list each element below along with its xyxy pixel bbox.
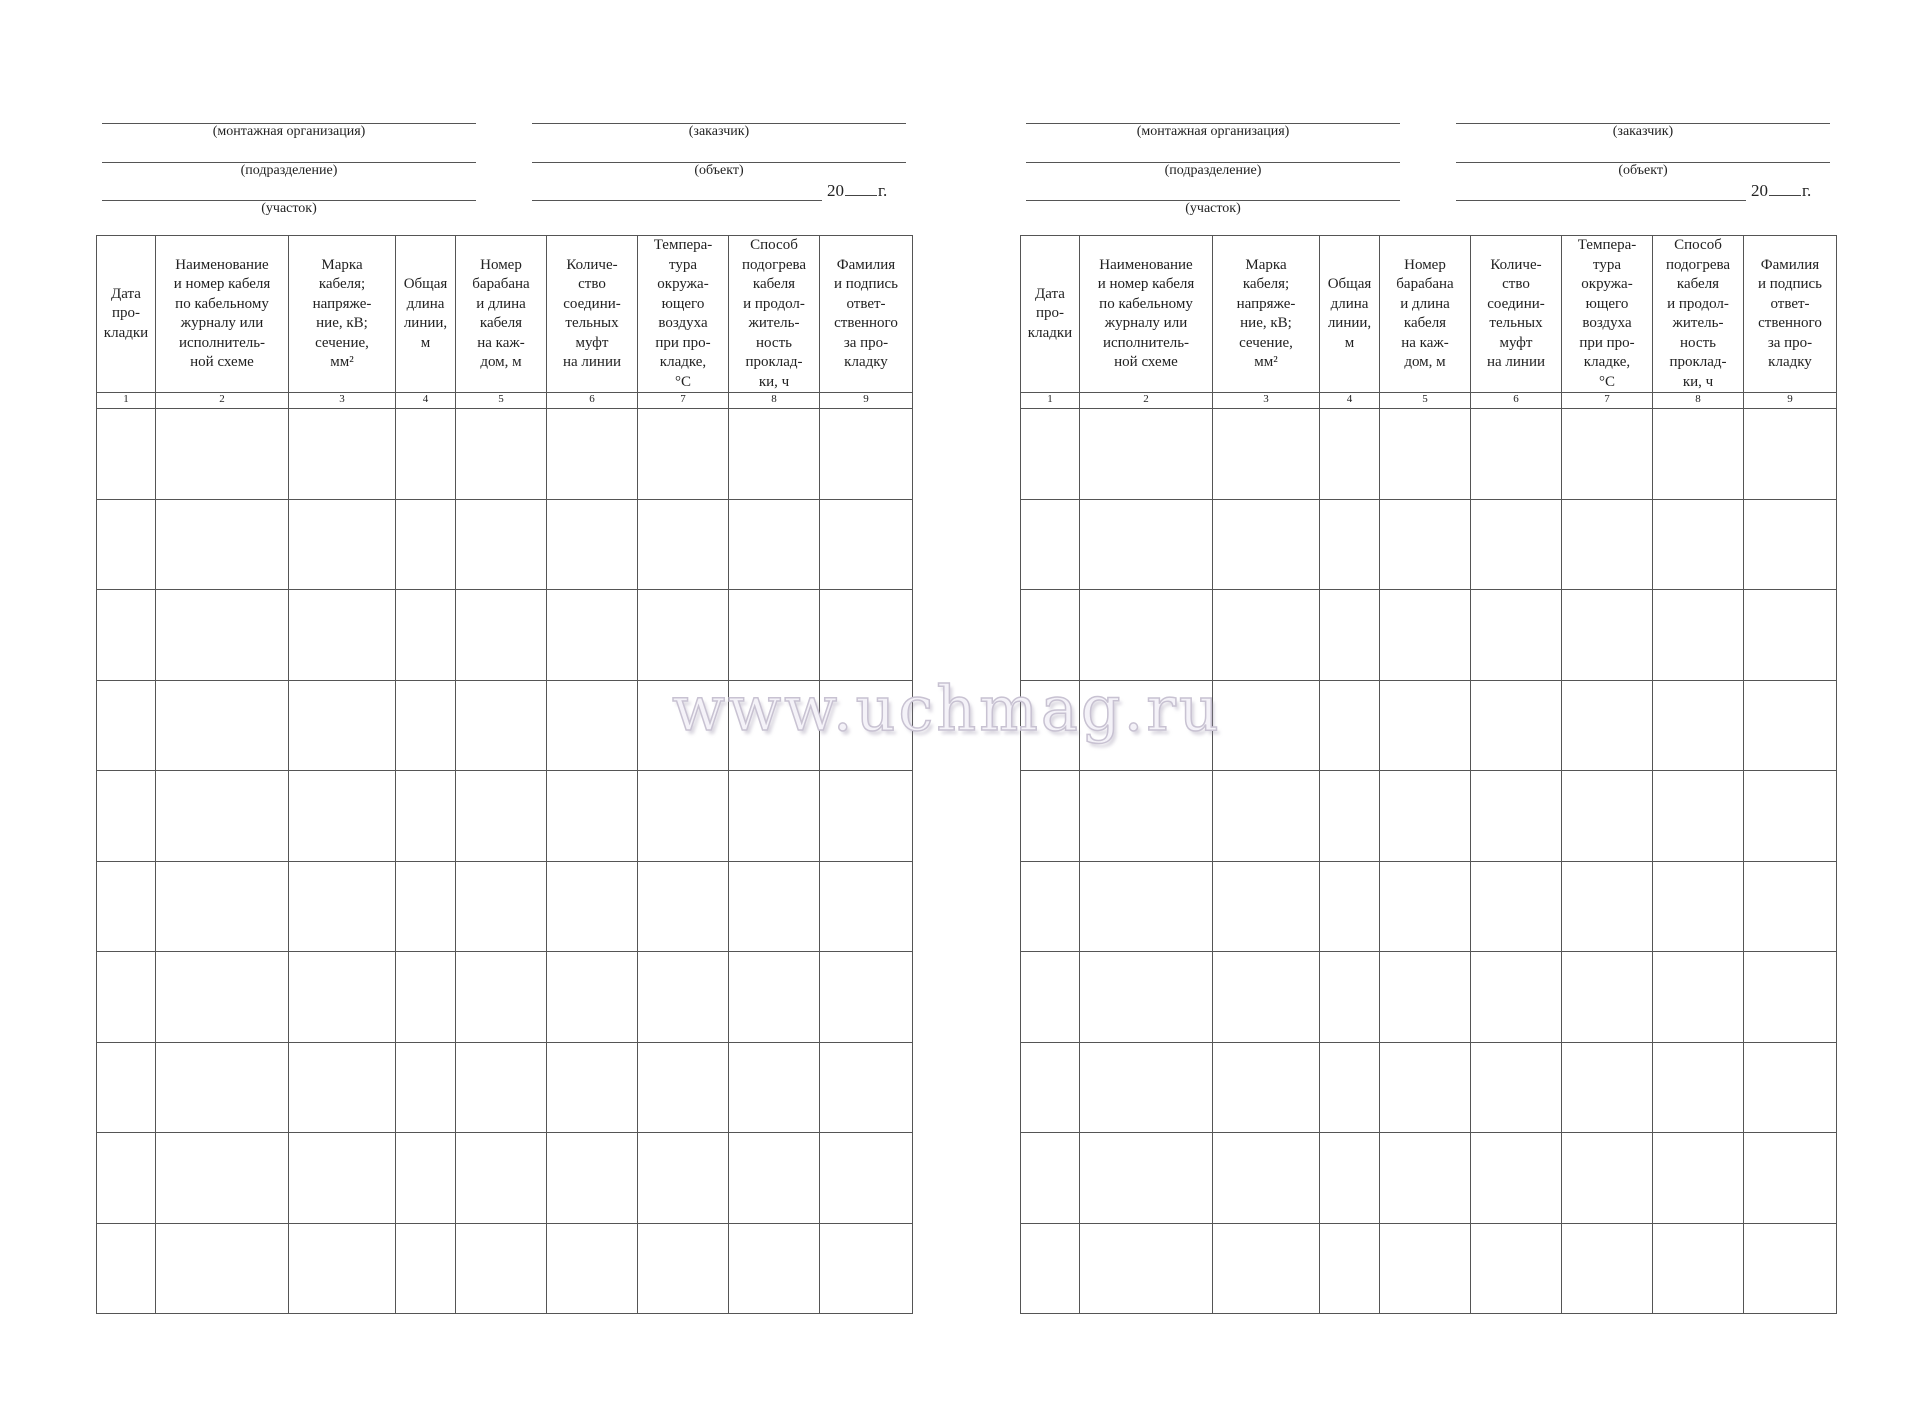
entry-cell[interactable] bbox=[456, 1223, 547, 1314]
entry-cell[interactable] bbox=[1213, 680, 1320, 771]
table-header-row bbox=[97, 236, 913, 393]
entry-cell[interactable] bbox=[456, 409, 547, 500]
entry-cell[interactable] bbox=[547, 861, 638, 952]
year-suffix: г. bbox=[1802, 181, 1812, 200]
entry-cell[interactable] bbox=[456, 590, 547, 681]
entry-cell[interactable] bbox=[97, 680, 156, 771]
table-body-right bbox=[1021, 393, 1837, 1314]
entry-cell[interactable] bbox=[289, 499, 396, 590]
entry-cell[interactable] bbox=[1380, 1133, 1471, 1224]
entry-cell[interactable] bbox=[289, 680, 396, 771]
entry-cell[interactable] bbox=[638, 409, 729, 500]
entry-cell[interactable] bbox=[820, 1042, 913, 1133]
entry-cell[interactable] bbox=[156, 680, 289, 771]
entry-cell[interactable] bbox=[1471, 861, 1562, 952]
date-field bbox=[1751, 181, 1811, 201]
col-number: 4 bbox=[1320, 393, 1380, 409]
entry-cell[interactable] bbox=[1653, 499, 1744, 590]
entry-cell[interactable] bbox=[1021, 409, 1080, 500]
column-number-row bbox=[1021, 393, 1837, 409]
installation-org-caption: (монтажная организация) bbox=[212, 124, 366, 139]
entry-cell[interactable] bbox=[1021, 499, 1080, 590]
installation-org-caption: (монтажная организация) bbox=[1136, 124, 1290, 139]
object-caption: (объект) bbox=[694, 163, 744, 178]
entry-cell[interactable] bbox=[1320, 499, 1380, 590]
section-caption: (участок) bbox=[261, 201, 317, 216]
col-header-cable-grade: Марка кабеля; напряже- ние, кВ; сечение, мм² bbox=[1213, 236, 1320, 393]
cable-laying-table-left bbox=[96, 235, 913, 1314]
col-number: 6 bbox=[547, 393, 638, 409]
entry-cell[interactable] bbox=[638, 1133, 729, 1224]
entry-cell[interactable] bbox=[1320, 952, 1380, 1043]
table-row bbox=[1021, 1042, 1837, 1133]
entry-cell[interactable] bbox=[1213, 590, 1320, 681]
entry-cell[interactable] bbox=[97, 1223, 156, 1314]
entry-cell[interactable] bbox=[1653, 409, 1744, 500]
col-header-laying-date: Дата про- кладки bbox=[97, 236, 156, 393]
entry-cell[interactable] bbox=[1320, 590, 1380, 681]
entry-cell[interactable] bbox=[1380, 1042, 1471, 1133]
entry-cell[interactable] bbox=[456, 499, 547, 590]
subdivision-caption: (подразделение) bbox=[240, 163, 338, 178]
entry-cell[interactable] bbox=[638, 771, 729, 862]
col-header-cable-name: Наименование и номер кабеля по кабельному журналу или исполнитель- ной схеме bbox=[1080, 236, 1213, 393]
entry-cell[interactable] bbox=[456, 952, 547, 1043]
entry-cell[interactable] bbox=[1744, 861, 1837, 952]
entry-cell[interactable] bbox=[1562, 409, 1653, 500]
entry-cell[interactable] bbox=[547, 952, 638, 1043]
entry-cell[interactable] bbox=[396, 1223, 456, 1314]
entry-cell[interactable] bbox=[97, 861, 156, 952]
entry-cell[interactable] bbox=[97, 590, 156, 681]
entry-cell[interactable] bbox=[820, 861, 913, 952]
entry-cell[interactable] bbox=[729, 952, 820, 1043]
entry-cell[interactable] bbox=[547, 1223, 638, 1314]
col-number: 4 bbox=[396, 393, 456, 409]
entry-cell[interactable] bbox=[1213, 1223, 1320, 1314]
entry-cell[interactable] bbox=[1744, 952, 1837, 1043]
entry-cell[interactable] bbox=[1380, 499, 1471, 590]
col-header-air-temperature: Темпера- тура окружа- ющего воздуха при про- кладке, °С bbox=[638, 236, 729, 393]
col-number: 3 bbox=[289, 393, 396, 409]
col-number: 9 bbox=[1744, 393, 1837, 409]
entry-cell[interactable] bbox=[1080, 1133, 1213, 1224]
entry-cell[interactable] bbox=[1653, 952, 1744, 1043]
entry-cell[interactable] bbox=[97, 1133, 156, 1224]
entry-cell[interactable] bbox=[97, 771, 156, 862]
entry-cell[interactable] bbox=[1653, 590, 1744, 681]
entry-cell[interactable] bbox=[156, 1223, 289, 1314]
entry-cell[interactable] bbox=[289, 771, 396, 862]
entry-cell[interactable] bbox=[1021, 1133, 1080, 1224]
entry-cell[interactable] bbox=[1320, 1042, 1380, 1133]
entry-cell[interactable] bbox=[1213, 499, 1320, 590]
col-header-heating-method: Способ подогрева кабеля и продол- житель- ность проклад- ки, ч bbox=[729, 236, 820, 393]
entry-cell[interactable] bbox=[396, 1133, 456, 1224]
col-header-couplings-count: Количе- ство соедини- тельных муфт на линии bbox=[547, 236, 638, 393]
entry-cell[interactable] bbox=[1744, 1223, 1837, 1314]
col-number: 2 bbox=[156, 393, 289, 409]
entry-cell[interactable] bbox=[1320, 771, 1380, 862]
entry-cell[interactable] bbox=[547, 771, 638, 862]
entry-cell[interactable] bbox=[547, 590, 638, 681]
entry-cell[interactable] bbox=[1562, 952, 1653, 1043]
entry-cell[interactable] bbox=[820, 499, 913, 590]
table-row bbox=[97, 952, 913, 1043]
entry-cell[interactable] bbox=[820, 1223, 913, 1314]
entry-cell[interactable] bbox=[1021, 771, 1080, 862]
entry-cell[interactable] bbox=[1213, 409, 1320, 500]
entry-cell[interactable] bbox=[1471, 409, 1562, 500]
entry-cell[interactable] bbox=[1380, 952, 1471, 1043]
entry-cell[interactable] bbox=[1562, 861, 1653, 952]
entry-cell[interactable] bbox=[1471, 1223, 1562, 1314]
entry-cell[interactable] bbox=[1744, 409, 1837, 500]
entry-cell[interactable] bbox=[1080, 1042, 1213, 1133]
section-caption: (участок) bbox=[1185, 201, 1241, 216]
entry-cell[interactable] bbox=[820, 771, 913, 862]
table-row bbox=[1021, 1133, 1837, 1224]
table-row bbox=[1021, 861, 1837, 952]
col-header-cable-name: Наименование и номер кабеля по кабельному журналу или исполнитель- ной схеме bbox=[156, 236, 289, 393]
entry-cell[interactable] bbox=[1021, 1223, 1080, 1314]
col-header-heating-method: Способ подогрева кабеля и продол- житель- ность проклад- ки, ч bbox=[1653, 236, 1744, 393]
col-header-couplings-count: Количе- ство соедини- тельных муфт на линии bbox=[1471, 236, 1562, 393]
table-row bbox=[97, 590, 913, 681]
entry-cell[interactable] bbox=[396, 680, 456, 771]
entry-cell[interactable] bbox=[1320, 861, 1380, 952]
entry-cell[interactable] bbox=[820, 1133, 913, 1224]
entry-cell[interactable] bbox=[1320, 1133, 1380, 1224]
entry-cell[interactable] bbox=[1653, 1223, 1744, 1314]
entry-cell[interactable] bbox=[1080, 861, 1213, 952]
entry-cell[interactable] bbox=[456, 1042, 547, 1133]
entry-cell[interactable] bbox=[1471, 590, 1562, 681]
entry-cell[interactable] bbox=[156, 409, 289, 500]
entry-cell[interactable] bbox=[396, 499, 456, 590]
table-row bbox=[97, 861, 913, 952]
entry-cell[interactable] bbox=[1653, 771, 1744, 862]
entry-cell[interactable] bbox=[1080, 771, 1213, 862]
entry-cell[interactable] bbox=[97, 499, 156, 590]
year-suffix: г. bbox=[878, 181, 888, 200]
entry-cell[interactable] bbox=[156, 1042, 289, 1133]
entry-cell[interactable] bbox=[1021, 590, 1080, 681]
col-number: 7 bbox=[638, 393, 729, 409]
year-blank bbox=[845, 183, 877, 196]
entry-cell[interactable] bbox=[820, 409, 913, 500]
entry-cell[interactable] bbox=[1320, 409, 1380, 500]
entry-cell[interactable] bbox=[1653, 1042, 1744, 1133]
entry-cell[interactable] bbox=[396, 771, 456, 862]
entry-cell[interactable] bbox=[156, 1133, 289, 1224]
entry-cell[interactable] bbox=[547, 409, 638, 500]
entry-cell[interactable] bbox=[1080, 590, 1213, 681]
entry-cell[interactable] bbox=[1471, 771, 1562, 862]
entry-cell[interactable] bbox=[729, 861, 820, 952]
table-row bbox=[1021, 952, 1837, 1043]
entry-cell[interactable] bbox=[638, 1223, 729, 1314]
table-row bbox=[1021, 771, 1837, 862]
column-number-row bbox=[97, 393, 913, 409]
entry-cell[interactable] bbox=[289, 590, 396, 681]
entry-cell[interactable] bbox=[638, 590, 729, 681]
entry-cell[interactable] bbox=[547, 499, 638, 590]
table-body-left bbox=[97, 393, 913, 1314]
entry-cell[interactable] bbox=[729, 1223, 820, 1314]
entry-cell[interactable] bbox=[289, 409, 396, 500]
col-header-drum-number: Номер барабана и длина кабеля на каж- дом, м bbox=[1380, 236, 1471, 393]
table-row bbox=[1021, 499, 1837, 590]
entry-cell[interactable] bbox=[729, 499, 820, 590]
entry-cell[interactable] bbox=[547, 1133, 638, 1224]
col-header-total-length: Общая длина линии, м bbox=[1320, 236, 1380, 393]
year-prefix: 20 bbox=[827, 181, 844, 200]
customer-caption: (заказчик) bbox=[1612, 124, 1674, 139]
entry-cell[interactable] bbox=[289, 1042, 396, 1133]
entry-cell[interactable] bbox=[1080, 1223, 1213, 1314]
col-number: 1 bbox=[1021, 393, 1080, 409]
col-number: 5 bbox=[1380, 393, 1471, 409]
entry-cell[interactable] bbox=[97, 1042, 156, 1133]
entry-cell[interactable] bbox=[1562, 1223, 1653, 1314]
entry-cell[interactable] bbox=[456, 1133, 547, 1224]
cable-laying-table-right bbox=[1020, 235, 1837, 1314]
entry-cell[interactable] bbox=[729, 1133, 820, 1224]
entry-cell[interactable] bbox=[638, 861, 729, 952]
entry-cell[interactable] bbox=[1744, 590, 1837, 681]
entry-cell[interactable] bbox=[156, 499, 289, 590]
entry-cell[interactable] bbox=[289, 1133, 396, 1224]
entry-cell[interactable] bbox=[1021, 861, 1080, 952]
entry-cell[interactable] bbox=[1021, 1042, 1080, 1133]
entry-cell[interactable] bbox=[1562, 1133, 1653, 1224]
col-number: 8 bbox=[729, 393, 820, 409]
entry-cell[interactable] bbox=[1562, 771, 1653, 862]
entry-cell[interactable] bbox=[1653, 861, 1744, 952]
entry-cell[interactable] bbox=[820, 590, 913, 681]
watermark-text: www.uchmag.ru bbox=[672, 672, 1222, 745]
col-header-responsible-signature: Фамилия и подпись ответ- ственного за про- кладку bbox=[1744, 236, 1837, 393]
entry-cell[interactable] bbox=[547, 680, 638, 771]
entry-cell[interactable] bbox=[396, 952, 456, 1043]
entry-cell[interactable] bbox=[396, 590, 456, 681]
entry-cell[interactable] bbox=[1471, 952, 1562, 1043]
year-blank bbox=[1769, 183, 1801, 196]
entry-cell[interactable] bbox=[1213, 861, 1320, 952]
entry-cell[interactable] bbox=[1213, 952, 1320, 1043]
entry-cell[interactable] bbox=[456, 771, 547, 862]
col-number: 6 bbox=[1471, 393, 1562, 409]
entry-cell[interactable] bbox=[456, 861, 547, 952]
table-row bbox=[97, 409, 913, 500]
entry-cell[interactable] bbox=[1744, 680, 1837, 771]
entry-cell[interactable] bbox=[1653, 680, 1744, 771]
col-number: 3 bbox=[1213, 393, 1320, 409]
entry-cell[interactable] bbox=[1380, 771, 1471, 862]
entry-cell[interactable] bbox=[1744, 771, 1837, 862]
entry-cell[interactable] bbox=[820, 952, 913, 1043]
table-row bbox=[1021, 590, 1837, 681]
date-fill-line bbox=[1456, 200, 1746, 201]
entry-cell[interactable] bbox=[1080, 952, 1213, 1043]
entry-cell[interactable] bbox=[1744, 1133, 1837, 1224]
col-header-air-temperature: Темпера- тура окружа- ющего воздуха при про- кладке, °С bbox=[1562, 236, 1653, 393]
col-number: 1 bbox=[97, 393, 156, 409]
col-number: 2 bbox=[1080, 393, 1213, 409]
entry-cell[interactable] bbox=[547, 1042, 638, 1133]
entry-cell[interactable] bbox=[1471, 499, 1562, 590]
entry-cell[interactable] bbox=[1380, 409, 1471, 500]
customer-caption: (заказчик) bbox=[688, 124, 750, 139]
table-row bbox=[97, 499, 913, 590]
entry-cell[interactable] bbox=[289, 952, 396, 1043]
entry-cell[interactable] bbox=[729, 1042, 820, 1133]
entry-cell[interactable] bbox=[1213, 1042, 1320, 1133]
table-row bbox=[1021, 1223, 1837, 1314]
entry-cell[interactable] bbox=[729, 590, 820, 681]
table-row bbox=[1021, 409, 1837, 500]
entry-cell[interactable] bbox=[1080, 499, 1213, 590]
entry-cell[interactable] bbox=[156, 590, 289, 681]
entry-cell[interactable] bbox=[638, 1042, 729, 1133]
entry-cell[interactable] bbox=[156, 861, 289, 952]
entry-cell[interactable] bbox=[1213, 1133, 1320, 1224]
table-row bbox=[97, 771, 913, 862]
entry-cell[interactable] bbox=[1320, 1223, 1380, 1314]
entry-cell[interactable] bbox=[1562, 680, 1653, 771]
entry-cell[interactable] bbox=[1021, 952, 1080, 1043]
col-header-cable-grade: Марка кабеля; напряже- ние, кВ; сечение, мм² bbox=[289, 236, 396, 393]
entry-cell[interactable] bbox=[638, 499, 729, 590]
entry-cell[interactable] bbox=[1320, 680, 1380, 771]
col-header-laying-date: Дата про- кладки bbox=[1021, 236, 1080, 393]
object-caption: (объект) bbox=[1618, 163, 1668, 178]
entry-cell[interactable] bbox=[156, 952, 289, 1043]
entry-cell[interactable] bbox=[729, 771, 820, 862]
table-row bbox=[97, 1223, 913, 1314]
col-header-drum-number: Номер барабана и длина кабеля на каж- дом, м bbox=[456, 236, 547, 393]
entry-cell[interactable] bbox=[396, 1042, 456, 1133]
table-header-row bbox=[1021, 236, 1837, 393]
col-number: 8 bbox=[1653, 393, 1744, 409]
entry-cell[interactable] bbox=[156, 771, 289, 862]
entry-cell[interactable] bbox=[97, 952, 156, 1043]
entry-cell[interactable] bbox=[1562, 590, 1653, 681]
entry-cell[interactable] bbox=[1213, 771, 1320, 862]
entry-cell[interactable] bbox=[1080, 409, 1213, 500]
entry-cell[interactable] bbox=[456, 680, 547, 771]
entry-cell[interactable] bbox=[1380, 861, 1471, 952]
entry-cell[interactable] bbox=[396, 861, 456, 952]
entry-cell[interactable] bbox=[97, 409, 156, 500]
year-prefix: 20 bbox=[1751, 181, 1768, 200]
date-field bbox=[827, 181, 887, 201]
entry-cell[interactable] bbox=[396, 409, 456, 500]
table-row bbox=[97, 1042, 913, 1133]
col-header-responsible-signature: Фамилия и подпись ответ- ственного за про- кладку bbox=[820, 236, 913, 393]
entry-cell[interactable] bbox=[1380, 680, 1471, 771]
entry-cell[interactable] bbox=[1471, 1042, 1562, 1133]
entry-cell[interactable] bbox=[1562, 499, 1653, 590]
entry-cell[interactable] bbox=[729, 409, 820, 500]
col-header-total-length: Общая длина линии, м bbox=[396, 236, 456, 393]
entry-cell[interactable] bbox=[289, 861, 396, 952]
table-row bbox=[97, 1133, 913, 1224]
entry-cell[interactable] bbox=[1744, 1042, 1837, 1133]
entry-cell[interactable] bbox=[638, 952, 729, 1043]
entry-cell[interactable] bbox=[1471, 1133, 1562, 1224]
entry-cell[interactable] bbox=[1471, 680, 1562, 771]
entry-cell[interactable] bbox=[1380, 1223, 1471, 1314]
col-number: 5 bbox=[456, 393, 547, 409]
entry-cell[interactable] bbox=[1744, 499, 1837, 590]
entry-cell[interactable] bbox=[1562, 1042, 1653, 1133]
col-number: 9 bbox=[820, 393, 913, 409]
entry-cell[interactable] bbox=[1653, 1133, 1744, 1224]
entry-cell[interactable] bbox=[1380, 590, 1471, 681]
subdivision-caption: (подразделение) bbox=[1164, 163, 1262, 178]
entry-cell[interactable] bbox=[289, 1223, 396, 1314]
col-number: 7 bbox=[1562, 393, 1653, 409]
date-fill-line bbox=[532, 200, 822, 201]
